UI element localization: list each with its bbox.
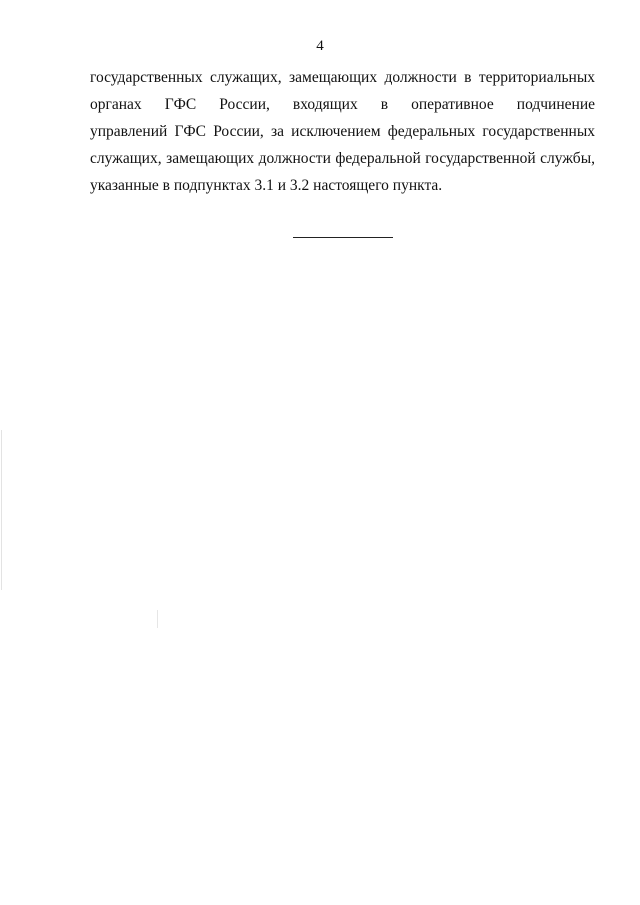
scan-dust-artifact [157, 610, 158, 628]
paragraph-line-3: управлений ГФС России, за исключением федеральных государственных [90, 123, 595, 140]
body-paragraph [90, 64, 595, 199]
end-separator-rule [293, 237, 393, 238]
paragraph-line-4: служащих, замещающих должности федеральной государственной службы, [90, 150, 595, 167]
page-number: 4 [316, 38, 324, 54]
paragraph-line-2: органах ГФС России, входящих в оперативное подчинение [90, 96, 595, 113]
paragraph-line-1: государственных служащих, замещающих должности в территориальных [90, 69, 595, 86]
paragraph-line-5: указанные в подпунктах 3.1 и 3.2 настоящего пункта. [90, 177, 443, 194]
scan-edge-artifact [1, 430, 2, 590]
